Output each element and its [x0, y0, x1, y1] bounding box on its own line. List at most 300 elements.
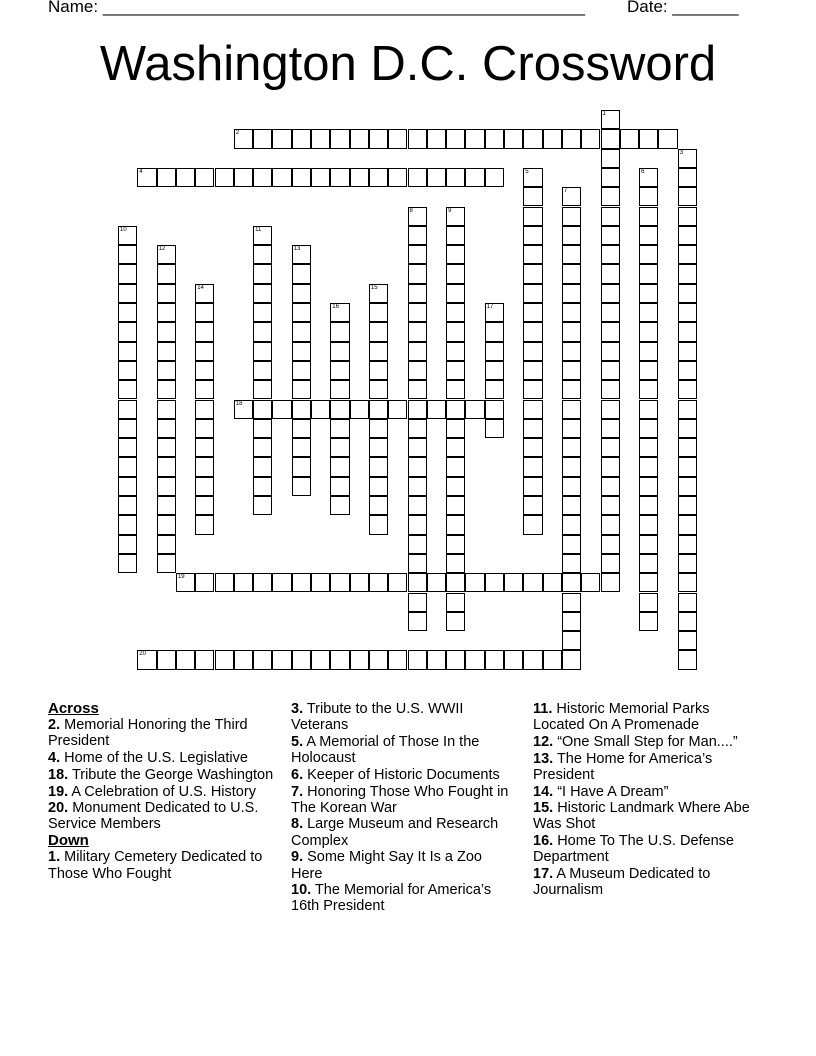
grid-cell[interactable]: [485, 650, 504, 669]
grid-cell[interactable]: [118, 438, 137, 457]
grid-cell[interactable]: [369, 650, 388, 669]
grid-cell[interactable]: [523, 129, 542, 148]
grid-cell[interactable]: [292, 361, 311, 380]
grid-cell[interactable]: [562, 419, 581, 438]
grid-cell[interactable]: [330, 650, 349, 669]
grid-cell[interactable]: [446, 400, 465, 419]
grid-cell[interactable]: [427, 573, 446, 592]
grid-cell[interactable]: [678, 650, 697, 669]
grid-cell[interactable]: [253, 361, 272, 380]
grid-cell[interactable]: [485, 129, 504, 148]
grid-cell[interactable]: [601, 496, 620, 515]
grid-cell[interactable]: [369, 477, 388, 496]
grid-cell[interactable]: [639, 554, 658, 573]
grid-cell[interactable]: [118, 554, 137, 573]
grid-cell[interactable]: [292, 400, 311, 419]
grid-cell[interactable]: [253, 284, 272, 303]
grid-cell[interactable]: [543, 129, 562, 148]
grid-cell[interactable]: [678, 226, 697, 245]
grid-cell[interactable]: [562, 129, 581, 148]
grid-cell[interactable]: [523, 477, 542, 496]
grid-cell[interactable]: [408, 342, 427, 361]
grid-cell[interactable]: [562, 303, 581, 322]
grid-cell[interactable]: [350, 573, 369, 592]
grid-cell[interactable]: [639, 322, 658, 341]
grid-cell[interactable]: [330, 419, 349, 438]
grid-cell[interactable]: [195, 573, 214, 592]
grid-cell[interactable]: [272, 129, 291, 148]
grid-cell[interactable]: [543, 573, 562, 592]
grid-cell[interactable]: [292, 650, 311, 669]
grid-cell[interactable]: [678, 264, 697, 283]
grid-cell[interactable]: [446, 515, 465, 534]
grid-cell[interactable]: [408, 226, 427, 245]
grid-cell[interactable]: [330, 573, 349, 592]
grid-cell[interactable]: [311, 650, 330, 669]
grid-cell[interactable]: [485, 322, 504, 341]
grid-cell[interactable]: [253, 438, 272, 457]
grid-cell[interactable]: [195, 438, 214, 457]
grid-cell[interactable]: [388, 168, 407, 187]
grid-cell[interactable]: [601, 129, 620, 148]
name-line[interactable]: ___________________________________________________: [102, 0, 585, 16]
grid-cell[interactable]: [408, 438, 427, 457]
grid-cell[interactable]: [253, 380, 272, 399]
grid-cell[interactable]: [485, 342, 504, 361]
grid-cell[interactable]: [195, 400, 214, 419]
grid-cell[interactable]: [253, 226, 272, 245]
grid-cell[interactable]: [523, 361, 542, 380]
grid-cell[interactable]: [292, 477, 311, 496]
grid-cell[interactable]: [195, 496, 214, 515]
grid-cell[interactable]: [118, 264, 137, 283]
grid-cell[interactable]: [408, 129, 427, 148]
grid-cell[interactable]: [562, 496, 581, 515]
grid-cell[interactable]: [157, 535, 176, 554]
grid-cell[interactable]: [311, 573, 330, 592]
grid-cell[interactable]: [408, 612, 427, 631]
grid-cell[interactable]: [678, 149, 697, 168]
grid-cell[interactable]: [369, 515, 388, 534]
grid-cell[interactable]: [523, 303, 542, 322]
date-line[interactable]: _______: [672, 0, 739, 16]
grid-cell[interactable]: [195, 515, 214, 534]
grid-cell[interactable]: [562, 573, 581, 592]
grid-cell[interactable]: [601, 207, 620, 226]
grid-cell[interactable]: [311, 400, 330, 419]
grid-cell[interactable]: [446, 361, 465, 380]
grid-cell[interactable]: [408, 322, 427, 341]
grid-cell[interactable]: [292, 342, 311, 361]
grid-cell[interactable]: [562, 322, 581, 341]
grid-cell[interactable]: [369, 573, 388, 592]
grid-cell[interactable]: [446, 438, 465, 457]
grid-cell[interactable]: [678, 631, 697, 650]
grid-cell[interactable]: [388, 573, 407, 592]
grid-cell[interactable]: [601, 477, 620, 496]
grid-cell[interactable]: [639, 457, 658, 476]
grid-cell[interactable]: [408, 593, 427, 612]
grid-cell[interactable]: [350, 168, 369, 187]
grid-cell[interactable]: [427, 400, 446, 419]
grid-cell[interactable]: [504, 650, 523, 669]
grid-cell[interactable]: [408, 245, 427, 264]
grid-cell[interactable]: [601, 110, 620, 129]
grid-cell[interactable]: [446, 496, 465, 515]
grid-cell[interactable]: [427, 650, 446, 669]
grid-cell[interactable]: [369, 303, 388, 322]
grid-cell[interactable]: [292, 245, 311, 264]
grid-cell[interactable]: [658, 129, 677, 148]
grid-cell[interactable]: [195, 342, 214, 361]
grid-cell[interactable]: [523, 207, 542, 226]
grid-cell[interactable]: [504, 129, 523, 148]
grid-cell[interactable]: [253, 129, 272, 148]
grid-cell[interactable]: [678, 303, 697, 322]
grid-cell[interactable]: [446, 303, 465, 322]
grid-cell[interactable]: [330, 438, 349, 457]
grid-cell[interactable]: [601, 226, 620, 245]
grid-cell[interactable]: [292, 264, 311, 283]
grid-cell[interactable]: [601, 554, 620, 573]
grid-cell[interactable]: [408, 264, 427, 283]
grid-cell[interactable]: [639, 593, 658, 612]
grid-cell[interactable]: [446, 650, 465, 669]
grid-cell[interactable]: [523, 226, 542, 245]
grid-cell[interactable]: [157, 361, 176, 380]
grid-cell[interactable]: [485, 573, 504, 592]
grid-cell[interactable]: [253, 303, 272, 322]
grid-cell[interactable]: [562, 593, 581, 612]
grid-cell[interactable]: [369, 361, 388, 380]
grid-cell[interactable]: [234, 168, 253, 187]
grid-cell[interactable]: [157, 438, 176, 457]
grid-cell[interactable]: [369, 380, 388, 399]
grid-cell[interactable]: [330, 342, 349, 361]
grid-cell[interactable]: [446, 129, 465, 148]
grid-cell[interactable]: [465, 573, 484, 592]
grid-cell[interactable]: [562, 477, 581, 496]
grid-cell[interactable]: [639, 264, 658, 283]
grid-cell[interactable]: [137, 650, 156, 669]
grid-cell[interactable]: [388, 650, 407, 669]
grid-cell[interactable]: [157, 342, 176, 361]
grid-cell[interactable]: [562, 457, 581, 476]
grid-cell[interactable]: [601, 573, 620, 592]
grid-cell[interactable]: [215, 650, 234, 669]
grid-cell[interactable]: [408, 361, 427, 380]
grid-cell[interactable]: [330, 129, 349, 148]
grid-cell[interactable]: [523, 342, 542, 361]
grid-cell[interactable]: [330, 477, 349, 496]
grid-cell[interactable]: [446, 207, 465, 226]
grid-cell[interactable]: [408, 284, 427, 303]
grid-cell[interactable]: [369, 168, 388, 187]
grid-cell[interactable]: [195, 457, 214, 476]
grid-cell[interactable]: [253, 400, 272, 419]
grid-cell[interactable]: [601, 535, 620, 554]
grid-cell[interactable]: [234, 129, 253, 148]
grid-cell[interactable]: [639, 361, 658, 380]
grid-cell[interactable]: [446, 245, 465, 264]
grid-cell[interactable]: [562, 631, 581, 650]
grid-cell[interactable]: [157, 303, 176, 322]
grid-cell[interactable]: [350, 400, 369, 419]
grid-cell[interactable]: [118, 284, 137, 303]
grid-cell[interactable]: [176, 573, 195, 592]
grid-cell[interactable]: [446, 573, 465, 592]
grid-cell[interactable]: [562, 612, 581, 631]
grid-cell[interactable]: [118, 226, 137, 245]
grid-cell[interactable]: [408, 419, 427, 438]
grid-cell[interactable]: [446, 284, 465, 303]
grid-cell[interactable]: [523, 496, 542, 515]
grid-cell[interactable]: [388, 129, 407, 148]
grid-cell[interactable]: [118, 322, 137, 341]
grid-cell[interactable]: [330, 168, 349, 187]
grid-cell[interactable]: [465, 168, 484, 187]
grid-cell[interactable]: [369, 438, 388, 457]
grid-cell[interactable]: [369, 457, 388, 476]
grid-cell[interactable]: [639, 245, 658, 264]
grid-cell[interactable]: [523, 245, 542, 264]
grid-cell[interactable]: [157, 245, 176, 264]
grid-cell[interactable]: [562, 554, 581, 573]
grid-cell[interactable]: [581, 573, 600, 592]
grid-cell[interactable]: [523, 187, 542, 206]
grid-cell[interactable]: [253, 342, 272, 361]
grid-cell[interactable]: [465, 650, 484, 669]
grid-cell[interactable]: [369, 496, 388, 515]
grid-cell[interactable]: [446, 535, 465, 554]
grid-cell[interactable]: [195, 380, 214, 399]
grid-cell[interactable]: [678, 400, 697, 419]
grid-cell[interactable]: [292, 438, 311, 457]
grid-cell[interactable]: [678, 438, 697, 457]
grid-cell[interactable]: [253, 264, 272, 283]
grid-cell[interactable]: [523, 380, 542, 399]
grid-cell[interactable]: [639, 187, 658, 206]
grid-cell[interactable]: [195, 284, 214, 303]
grid-cell[interactable]: [678, 322, 697, 341]
grid-cell[interactable]: [292, 284, 311, 303]
grid-cell[interactable]: [253, 168, 272, 187]
grid-cell[interactable]: [253, 322, 272, 341]
grid-cell[interactable]: [678, 342, 697, 361]
grid-cell[interactable]: [253, 650, 272, 669]
grid-cell[interactable]: [176, 168, 195, 187]
grid-cell[interactable]: [292, 129, 311, 148]
grid-cell[interactable]: [639, 168, 658, 187]
grid-cell[interactable]: [253, 245, 272, 264]
grid-cell[interactable]: [330, 496, 349, 515]
grid-cell[interactable]: [678, 207, 697, 226]
grid-cell[interactable]: [601, 457, 620, 476]
grid-cell[interactable]: [292, 457, 311, 476]
grid-cell[interactable]: [272, 650, 291, 669]
grid-cell[interactable]: [157, 515, 176, 534]
grid-cell[interactable]: [215, 168, 234, 187]
grid-cell[interactable]: [118, 457, 137, 476]
grid-cell[interactable]: [118, 361, 137, 380]
grid-cell[interactable]: [639, 207, 658, 226]
grid-cell[interactable]: [427, 129, 446, 148]
grid-cell[interactable]: [639, 515, 658, 534]
grid-cell[interactable]: [330, 322, 349, 341]
grid-cell[interactable]: [678, 515, 697, 534]
grid-cell[interactable]: [195, 650, 214, 669]
grid-cell[interactable]: [601, 168, 620, 187]
grid-cell[interactable]: [523, 573, 542, 592]
grid-cell[interactable]: [523, 322, 542, 341]
grid-cell[interactable]: [562, 361, 581, 380]
grid-cell[interactable]: [292, 168, 311, 187]
grid-cell[interactable]: [562, 187, 581, 206]
grid-cell[interactable]: [369, 129, 388, 148]
grid-cell[interactable]: [311, 168, 330, 187]
grid-cell[interactable]: [562, 226, 581, 245]
grid-cell[interactable]: [562, 264, 581, 283]
grid-cell[interactable]: [601, 264, 620, 283]
grid-cell[interactable]: [408, 303, 427, 322]
grid-cell[interactable]: [118, 303, 137, 322]
grid-cell[interactable]: [369, 322, 388, 341]
grid-cell[interactable]: [408, 400, 427, 419]
grid-cell[interactable]: [639, 129, 658, 148]
grid-cell[interactable]: [485, 419, 504, 438]
grid-cell[interactable]: [601, 245, 620, 264]
grid-cell[interactable]: [253, 457, 272, 476]
grid-cell[interactable]: [562, 342, 581, 361]
grid-cell[interactable]: [118, 515, 137, 534]
grid-cell[interactable]: [639, 284, 658, 303]
grid-cell[interactable]: [523, 264, 542, 283]
grid-cell[interactable]: [678, 168, 697, 187]
grid-cell[interactable]: [523, 284, 542, 303]
grid-cell[interactable]: [195, 419, 214, 438]
grid-cell[interactable]: [195, 477, 214, 496]
grid-cell[interactable]: [350, 129, 369, 148]
grid-cell[interactable]: [157, 419, 176, 438]
grid-cell[interactable]: [446, 419, 465, 438]
grid-cell[interactable]: [678, 477, 697, 496]
grid-cell[interactable]: [118, 400, 137, 419]
grid-cell[interactable]: [408, 168, 427, 187]
grid-cell[interactable]: [446, 380, 465, 399]
grid-cell[interactable]: [446, 477, 465, 496]
grid-cell[interactable]: [523, 457, 542, 476]
grid-cell[interactable]: [350, 650, 369, 669]
grid-cell[interactable]: [639, 419, 658, 438]
grid-cell[interactable]: [601, 515, 620, 534]
grid-cell[interactable]: [118, 380, 137, 399]
grid-cell[interactable]: [157, 650, 176, 669]
grid-cell[interactable]: [562, 438, 581, 457]
grid-cell[interactable]: [311, 129, 330, 148]
grid-cell[interactable]: [215, 573, 234, 592]
grid-cell[interactable]: [601, 361, 620, 380]
grid-cell[interactable]: [446, 554, 465, 573]
grid-cell[interactable]: [118, 477, 137, 496]
grid-cell[interactable]: [253, 496, 272, 515]
grid-cell[interactable]: [678, 573, 697, 592]
grid-cell[interactable]: [118, 496, 137, 515]
grid-cell[interactable]: [601, 149, 620, 168]
grid-cell[interactable]: [562, 535, 581, 554]
grid-cell[interactable]: [408, 650, 427, 669]
grid-cell[interactable]: [408, 477, 427, 496]
grid-cell[interactable]: [601, 342, 620, 361]
grid-cell[interactable]: [485, 303, 504, 322]
grid-cell[interactable]: [639, 573, 658, 592]
grid-cell[interactable]: [562, 284, 581, 303]
grid-cell[interactable]: [678, 245, 697, 264]
grid-cell[interactable]: [234, 573, 253, 592]
grid-cell[interactable]: [523, 419, 542, 438]
grid-cell[interactable]: [195, 303, 214, 322]
grid-cell[interactable]: [157, 168, 176, 187]
grid-cell[interactable]: [678, 554, 697, 573]
grid-cell[interactable]: [195, 361, 214, 380]
grid-cell[interactable]: [678, 593, 697, 612]
grid-cell[interactable]: [408, 573, 427, 592]
grid-cell[interactable]: [601, 380, 620, 399]
grid-cell[interactable]: [562, 400, 581, 419]
grid-cell[interactable]: [678, 284, 697, 303]
grid-cell[interactable]: [292, 303, 311, 322]
grid-cell[interactable]: [253, 573, 272, 592]
grid-cell[interactable]: [678, 535, 697, 554]
grid-cell[interactable]: [601, 322, 620, 341]
grid-cell[interactable]: [157, 477, 176, 496]
grid-cell[interactable]: [601, 303, 620, 322]
grid-cell[interactable]: [330, 400, 349, 419]
grid-cell[interactable]: [523, 438, 542, 457]
grid-cell[interactable]: [562, 515, 581, 534]
grid-cell[interactable]: [465, 400, 484, 419]
grid-cell[interactable]: [446, 612, 465, 631]
grid-cell[interactable]: [408, 496, 427, 515]
grid-cell[interactable]: [369, 400, 388, 419]
grid-cell[interactable]: [678, 419, 697, 438]
grid-cell[interactable]: [234, 650, 253, 669]
grid-cell[interactable]: [330, 457, 349, 476]
grid-cell[interactable]: [446, 322, 465, 341]
grid-cell[interactable]: [408, 207, 427, 226]
grid-cell[interactable]: [118, 342, 137, 361]
grid-cell[interactable]: [330, 380, 349, 399]
grid-cell[interactable]: [601, 187, 620, 206]
grid-cell[interactable]: [446, 226, 465, 245]
grid-cell[interactable]: [427, 168, 446, 187]
grid-cell[interactable]: [523, 400, 542, 419]
grid-cell[interactable]: [157, 554, 176, 573]
grid-cell[interactable]: [620, 129, 639, 148]
grid-cell[interactable]: [678, 380, 697, 399]
grid-cell[interactable]: [157, 264, 176, 283]
grid-cell[interactable]: [465, 129, 484, 148]
grid-cell[interactable]: [330, 303, 349, 322]
grid-cell[interactable]: [601, 400, 620, 419]
grid-cell[interactable]: [253, 419, 272, 438]
grid-cell[interactable]: [639, 342, 658, 361]
grid-cell[interactable]: [523, 168, 542, 187]
grid-cell[interactable]: [446, 457, 465, 476]
grid-cell[interactable]: [408, 515, 427, 534]
grid-cell[interactable]: [639, 496, 658, 515]
grid-cell[interactable]: [678, 496, 697, 515]
grid-cell[interactable]: [485, 380, 504, 399]
